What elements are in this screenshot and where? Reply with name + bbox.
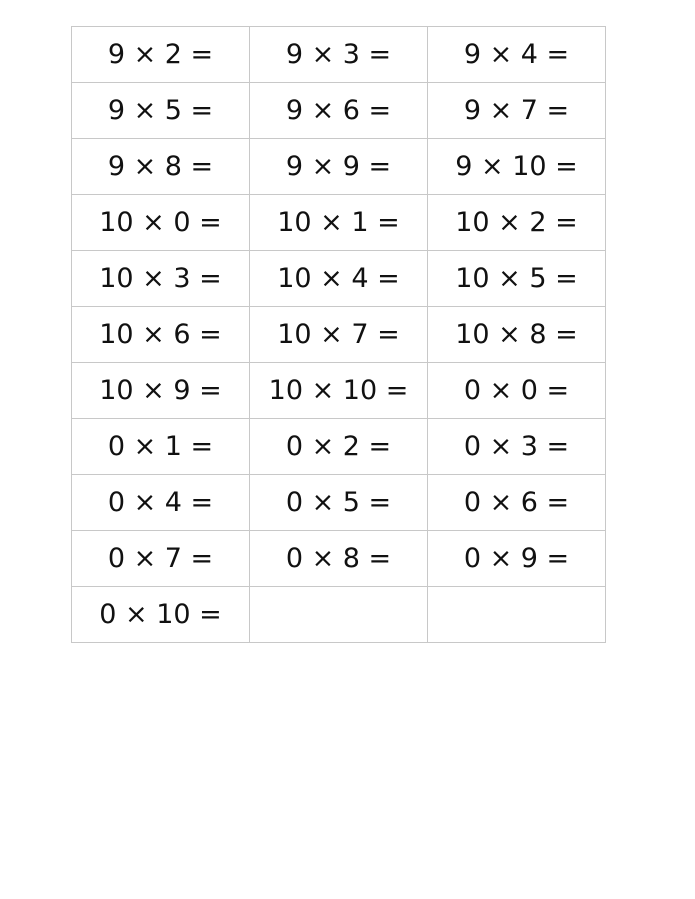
table-row: [72, 531, 606, 587]
table-row: [72, 195, 606, 251]
problem-cell: 10 × 7 =: [250, 307, 428, 363]
problem-cell: 0 × 0 =: [428, 363, 606, 419]
problem-cell: 0 × 4 =: [72, 475, 250, 531]
table-row: [72, 363, 606, 419]
problem-cell: 9 × 10 =: [428, 139, 606, 195]
table-row: [72, 419, 606, 475]
table-row: [72, 251, 606, 307]
problem-cell: 0 × 2 =: [250, 419, 428, 475]
problem-cell: 10 × 9 =: [72, 363, 250, 419]
problem-cell: 0 × 7 =: [72, 531, 250, 587]
problem-cell: 9 × 4 =: [428, 27, 606, 83]
problem-cell: 9 × 2 =: [72, 27, 250, 83]
table-row: [72, 83, 606, 139]
table-row: [72, 475, 606, 531]
problem-cell: 0 × 3 =: [428, 419, 606, 475]
problem-cell: 10 × 10 =: [250, 363, 428, 419]
problem-cell: 10 × 4 =: [250, 251, 428, 307]
problem-cell: 0 × 10 =: [72, 587, 250, 643]
problem-cell: 0 × 5 =: [250, 475, 428, 531]
problem-cell: 0 × 8 =: [250, 531, 428, 587]
problem-cell: 10 × 0 =: [72, 195, 250, 251]
problem-cell: 9 × 3 =: [250, 27, 428, 83]
problem-cell: 9 × 8 =: [72, 139, 250, 195]
problem-cell: 9 × 5 =: [72, 83, 250, 139]
problem-cell: 10 × 3 =: [72, 251, 250, 307]
table-row: [72, 139, 606, 195]
table-row: [72, 307, 606, 363]
table-row: [72, 27, 606, 83]
worksheet-body: [72, 27, 606, 643]
problem-cell: 9 × 7 =: [428, 83, 606, 139]
problem-cell: 10 × 5 =: [428, 251, 606, 307]
multiplication-worksheet-table: [71, 26, 606, 643]
table-row: [72, 587, 606, 643]
problem-cell: 0 × 1 =: [72, 419, 250, 475]
problem-cell: 10 × 8 =: [428, 307, 606, 363]
problem-cell: 9 × 9 =: [250, 139, 428, 195]
problem-cell: 9 × 6 =: [250, 83, 428, 139]
problem-cell: 10 × 2 =: [428, 195, 606, 251]
problem-cell: 10 × 1 =: [250, 195, 428, 251]
problem-cell: 0 × 9 =: [428, 531, 606, 587]
empty-cell: [250, 587, 428, 643]
empty-cell: [428, 587, 606, 643]
problem-cell: 10 × 6 =: [72, 307, 250, 363]
problem-cell: 0 × 6 =: [428, 475, 606, 531]
